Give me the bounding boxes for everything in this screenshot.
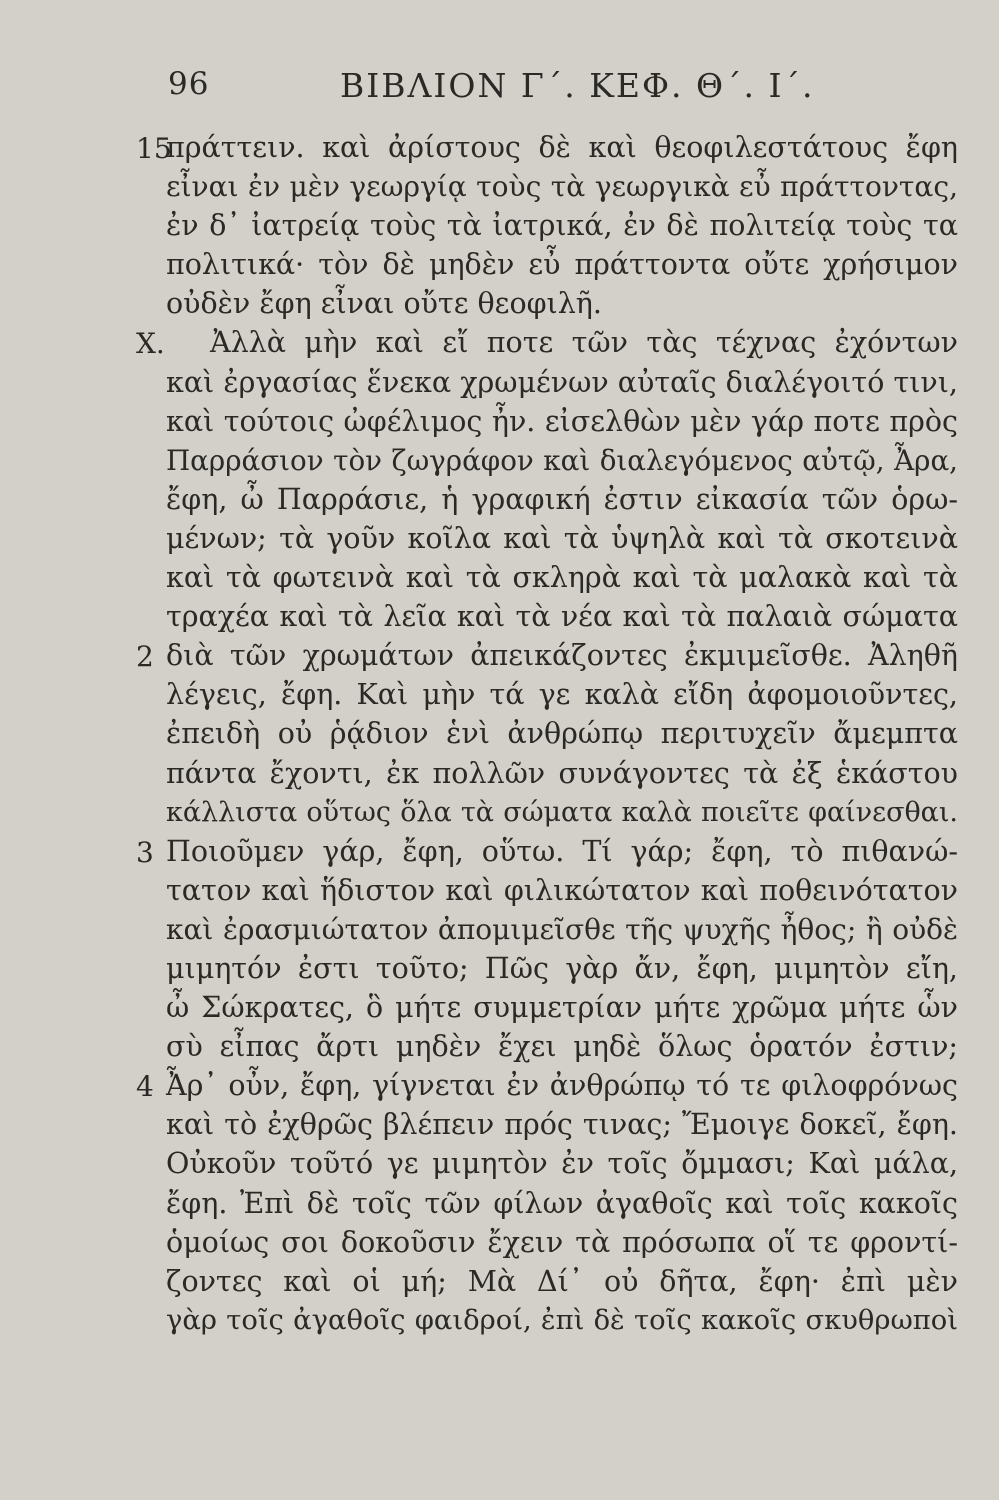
text-line xyxy=(0,284,999,323)
margin-number: 15 xyxy=(136,132,172,165)
line-text: καὶ ἐργασίας ἕνεκα χρωμένων αὐταῖς διαλέγοιτό τινι, xyxy=(166,365,958,399)
line-text: καὶ τὰ φωτεινὰ καὶ τὰ σκληρὰ καὶ τὰ μαλακὰ καὶ τὰ xyxy=(166,561,958,595)
text-line xyxy=(0,910,999,949)
text-line xyxy=(0,597,999,636)
line-text: ὦ Σώκρατες, ὃ μήτε συμμετρίαν μήτε χρῶμα μήτε ὧν xyxy=(166,991,958,1025)
text-line xyxy=(0,245,999,284)
text-line xyxy=(0,988,999,1027)
line-text: Ποιοῦμεν γάρ, ἔφη, οὕτω. Τί γάρ; ἔφη, τὸ πιθανώ- xyxy=(166,834,958,868)
text-line xyxy=(0,675,999,714)
line-text: λέγεις, ἔφη. Καὶ μὴν τά γε καλὰ εἴδη ἀφομοιοῦντες, xyxy=(166,678,958,712)
text-line xyxy=(0,441,999,480)
line-text: διὰ τῶν χρωμάτων ἀπεικάζοντες ἐκμιμεῖσθε. Ἀληθῆ xyxy=(166,639,958,673)
line-text: ἔφη. Ἐπὶ δὲ τοῖς τῶν φίλων ἀγαθοῖς καὶ τοῖς κακοῖς xyxy=(166,1186,958,1220)
text-line xyxy=(0,1301,999,1340)
text-line xyxy=(0,832,999,871)
line-text: ζοντες καὶ οἱ μή; Μὰ Δί᾽ οὐ δῆτα, ἔφη· ἐπὶ μὲν xyxy=(166,1264,958,1298)
page-number: 96 xyxy=(168,66,210,102)
text-line xyxy=(0,480,999,519)
line-text: πράττειν. καὶ ἀρίστους δὲ καὶ θεοφιλεστάτους ἔφη xyxy=(166,131,958,164)
line-text: καὶ ἐρασμιώτατον ἀπομιμεῖσθε τῆς ψυχῆς ἦθος; ἢ οὐδὲ xyxy=(166,912,958,946)
text-line xyxy=(0,871,999,910)
line-text: εἶναι ἐν μὲν γεωργίᾳ τοὺς τὰ γεωργικὰ εὖ πράττοντας, xyxy=(166,170,958,204)
text-line xyxy=(0,1223,999,1262)
line-text: κάλλιστα οὕτως ὅλα τὰ σώματα καλὰ ποιεῖτε φαίνεσθαι. xyxy=(166,796,958,828)
text-line xyxy=(0,323,999,362)
text-line xyxy=(0,1027,999,1066)
running-head: ΒΙΒΛΙΟΝ Γ΄. ΚΕΦ. Θ΄. Ι΄. xyxy=(340,66,815,105)
line-text: πολιτικά· τὸν δὲ μηδὲν εὖ πράττοντα οὔτε χρήσιμον xyxy=(166,248,958,282)
text-line xyxy=(0,402,999,441)
line-text: γὰρ τοῖς ἀγαθοῖς φαιδροί, ἐπὶ δὲ τοῖς κακοῖς σκυθρωποὶ xyxy=(166,1304,958,1336)
text-line xyxy=(0,636,999,675)
text-line xyxy=(0,558,999,597)
line-text: ἔφη, ὦ Παρράσιε, ἡ γραφική ἐστιν εἰκασία τῶν ὁρω- xyxy=(166,482,958,516)
text-line xyxy=(0,519,999,558)
line-text: Ἀλλὰ μὴν καὶ εἴ ποτε τῶν τὰς τέχνας ἐχόντων xyxy=(210,326,958,360)
line-text: ὁμοίως σοι δοκοῦσιν ἔχειν τὰ πρόσωπα οἵ τε φροντί- xyxy=(166,1225,958,1259)
text-line xyxy=(0,793,999,832)
line-text: πάντα ἔχοντι, ἐκ πολλῶν συνάγοντες τὰ ἐξ ἑκάστου xyxy=(166,756,958,790)
line-text: Ἆρ᾽ οὖν, ἔφη, γίγνεται ἐν ἀνθρώπῳ τό τε φιλοφρόνως xyxy=(166,1069,958,1103)
line-text: μένων; τὰ γοῦν κοῖλα καὶ τὰ ὑψηλὰ καὶ τὰ σκοτεινὰ xyxy=(166,521,958,555)
margin-number: X. xyxy=(136,327,165,361)
text-line xyxy=(0,363,999,402)
text-line xyxy=(0,167,999,206)
text-line xyxy=(0,1105,999,1144)
margin-number: 2 xyxy=(136,640,154,674)
text-line xyxy=(0,949,999,988)
text-line xyxy=(0,1262,999,1301)
line-text: Παρράσιον τὸν ζωγράφον καὶ διαλεγόμενος αὐτῷ, Ἆρα, xyxy=(166,443,958,477)
line-text: ἐν δ᾽ ἰατρείᾳ τοὺς τὰ ἰατρικά, ἐν δὲ πολιτείᾳ τοὺς τα xyxy=(166,209,958,243)
text-line xyxy=(0,1066,999,1105)
text-line xyxy=(0,128,999,167)
line-text: Οὐκοῦν τοῦτό γε μιμητὸν ἐν τοῖς ὄμμασι; Καὶ μάλα, xyxy=(166,1147,958,1181)
margin-number: 4 xyxy=(136,1070,154,1104)
body-text xyxy=(0,128,999,1340)
line-text: τραχέα καὶ τὰ λεῖα καὶ τὰ νέα καὶ τὰ παλαιὰ σώματα xyxy=(166,600,958,634)
page-header xyxy=(0,62,999,112)
text-line xyxy=(0,754,999,793)
text-line xyxy=(0,714,999,753)
line-text: καὶ τὸ ἐχθρῶς βλέπειν πρός τινας; Ἔμοιγε δοκεῖ, ἔφη. xyxy=(166,1108,958,1142)
text-line xyxy=(0,1144,999,1183)
line-text: τατον καὶ ἥδιστον καὶ φιλικώτατον καὶ ποθεινότατον xyxy=(166,873,958,907)
margin-number: 3 xyxy=(136,835,154,869)
line-text: μιμητόν ἐστι τοῦτο; Πῶς γὰρ ἄν, ἔφη, μιμητὸν εἴη, xyxy=(166,951,958,985)
text-line xyxy=(0,206,999,245)
text-line xyxy=(0,1184,999,1223)
line-text: ἐπειδὴ οὐ ῥᾴδιον ἑνὶ ἀνθρώπῳ περιτυχεῖν ἄμεμπτα xyxy=(166,717,958,751)
line-text: οὐδὲν ἔφη εἶναι οὔτε θεοφιλῆ. xyxy=(166,287,602,321)
line-text: σὺ εἶπας ἄρτι μηδὲν ἔχει μηδὲ ὅλως ὁρατόν ἐστιν; xyxy=(166,1030,958,1064)
line-text: καὶ τούτοις ὠφέλιμος ἦν. εἰσελθὼν μὲν γάρ ποτε πρὸς xyxy=(166,404,958,438)
